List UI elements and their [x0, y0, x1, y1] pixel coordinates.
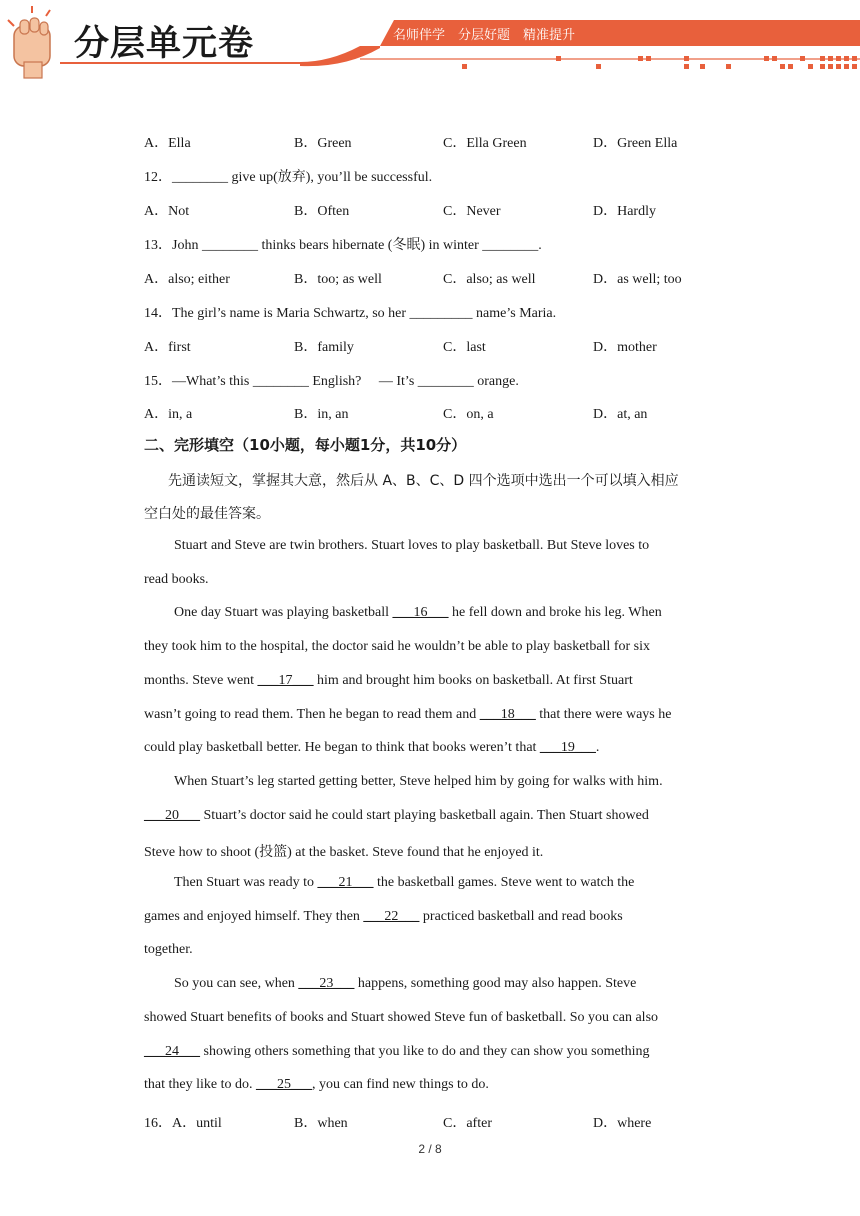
- blank-number: ___24___: [144, 1044, 200, 1059]
- passage-text: Then Stuart was ready to: [174, 875, 318, 890]
- instruction-line-1: 先通读短文，掌握其大意，然后从 A、B、C、D 四个选项中选出一个可以填入相应: [168, 473, 679, 489]
- passage-line: [144, 808, 649, 824]
- blank-number: ___21___: [317, 875, 374, 890]
- question-15: 15．—What’s this ________ English? — It’s ________ orange.: [144, 374, 519, 389]
- passage-text: that there were ways he: [535, 707, 672, 722]
- passage-line: [174, 538, 649, 554]
- option-b: B．too; as well: [294, 272, 382, 287]
- option-a: 16．A．until: [144, 1116, 222, 1131]
- question-12: 12．________ give up(放弃), you’ll be successful.: [144, 170, 433, 185]
- passage-text: Steve how to shoot (投篮) at the basket. Steve found that he enjoyed it.: [144, 845, 544, 860]
- passage-line: [144, 572, 209, 588]
- passage-text: practiced basketball and read books: [419, 909, 623, 924]
- passage-text: .: [595, 740, 600, 755]
- passage-line: [144, 841, 543, 861]
- passage-text: wasn’t going to read them. Then he began to read them and: [144, 707, 480, 722]
- option-b: B．when: [294, 1116, 348, 1131]
- page-number: 2 / 8: [418, 1142, 442, 1156]
- option-b: B．family: [294, 340, 354, 355]
- blank-number: ___22___: [363, 909, 420, 924]
- passage-text: him and brought him books on basketball. At first Stuart: [313, 673, 633, 688]
- option-a: A．Ella: [144, 136, 191, 151]
- passage-line: [144, 909, 623, 925]
- passage-text: read books.: [144, 572, 209, 587]
- blank-number: ___16___: [392, 605, 449, 620]
- passage-text: the basketball games. Steve went to watch the: [373, 875, 635, 890]
- option-d: D．Hardly: [593, 204, 656, 219]
- blank-number: ___19___: [539, 740, 596, 755]
- option-c: C．Ella Green: [443, 136, 527, 151]
- option-d: D．where: [593, 1116, 652, 1131]
- blank-number: ___25___: [255, 1077, 312, 1092]
- instruction-line-2: 空白处的最佳答案。: [144, 506, 270, 522]
- option-c: C．last: [443, 340, 486, 355]
- option-b: B．Often: [294, 204, 350, 219]
- brand-title: 分层单元卷: [74, 24, 255, 64]
- passage-line: [144, 1044, 650, 1060]
- passage-line: [174, 774, 663, 790]
- option-d: D．as well; too: [593, 272, 682, 287]
- option-b: B．Green: [294, 136, 352, 151]
- passage-text: So you can see, when: [174, 976, 299, 991]
- option-a: A．in, a: [144, 407, 193, 422]
- page-header: [0, 0, 860, 80]
- option-c: C．also; as well: [443, 272, 536, 287]
- passage-line: [174, 976, 636, 992]
- passage-line: [174, 605, 662, 621]
- blank-number: ___17___: [257, 673, 314, 688]
- passage-text: showing others something that you like to do and they can show you something: [200, 1044, 650, 1059]
- option-c: C．Never: [443, 204, 501, 219]
- question-14: 14．The girl’s name is Maria Schwartz, so her _________ name’s Maria.: [144, 306, 557, 321]
- passage-text: months. Steve went: [144, 673, 258, 688]
- passage-line: [144, 1077, 489, 1093]
- option-d: D．mother: [593, 340, 657, 355]
- slogan-text: 名师伴学 分层好题 精准提升: [393, 28, 576, 43]
- passage-text: When Stuart’s leg started getting better, Steve helped him by going for walks with him.: [174, 774, 663, 789]
- option-c: C．on, a: [443, 407, 494, 422]
- option-a: A．first: [144, 340, 191, 355]
- passage-line: [174, 875, 634, 891]
- passage-text: One day Stuart was playing basketball: [174, 605, 393, 620]
- option-a: A．Not: [144, 204, 190, 219]
- passage-line: [144, 1010, 658, 1026]
- passage-text: together.: [144, 942, 193, 957]
- passage-line: [144, 707, 671, 723]
- section-title: 二、完形填空（10小题，每小题1分，共10分）: [144, 436, 467, 454]
- passage-text: that they like to do.: [144, 1077, 256, 1092]
- passage-text: could play basketball better. He began to think that books weren’t that: [144, 740, 540, 755]
- option-c: C．after: [443, 1116, 492, 1131]
- passage-text: games and enjoyed himself. They then: [144, 909, 364, 924]
- blank-number: ___23___: [298, 976, 355, 991]
- passage-line: [144, 740, 599, 756]
- passage-text: they took him to the hospital, the doctor said he wouldn’t be able to play basketball for six: [144, 639, 650, 654]
- option-d: D．at, an: [593, 407, 648, 422]
- blank-number: ___20___: [144, 808, 200, 823]
- option-a: A．also; either: [144, 272, 230, 287]
- passage-line: [144, 673, 633, 689]
- passage-text: Stuart and Steve are twin brothers. Stuart loves to play basketball. But Steve loves to: [174, 538, 650, 553]
- option-d: D．Green Ella: [593, 136, 678, 151]
- passage-text: Stuart’s doctor said he could start playing basketball again. Then Stuart showed: [200, 808, 649, 823]
- passage-line: [144, 942, 193, 958]
- blank-number: ___18___: [479, 707, 536, 722]
- passage-text: showed Stuart benefits of books and Stuart showed Steve fun of basketball. So you can also: [144, 1010, 659, 1025]
- passage-text: he fell down and broke his leg. When: [448, 605, 662, 620]
- passage-text: happens, something good may also happen. Steve: [354, 976, 637, 991]
- question-13: 13．John ________ thinks bears hibernate (冬眠) in winter ________.: [144, 238, 542, 253]
- passage-line: [144, 639, 650, 655]
- fist-icon: [8, 6, 50, 78]
- option-b: B．in, an: [294, 407, 349, 422]
- passage-text: , you can find new things to do.: [311, 1077, 489, 1092]
